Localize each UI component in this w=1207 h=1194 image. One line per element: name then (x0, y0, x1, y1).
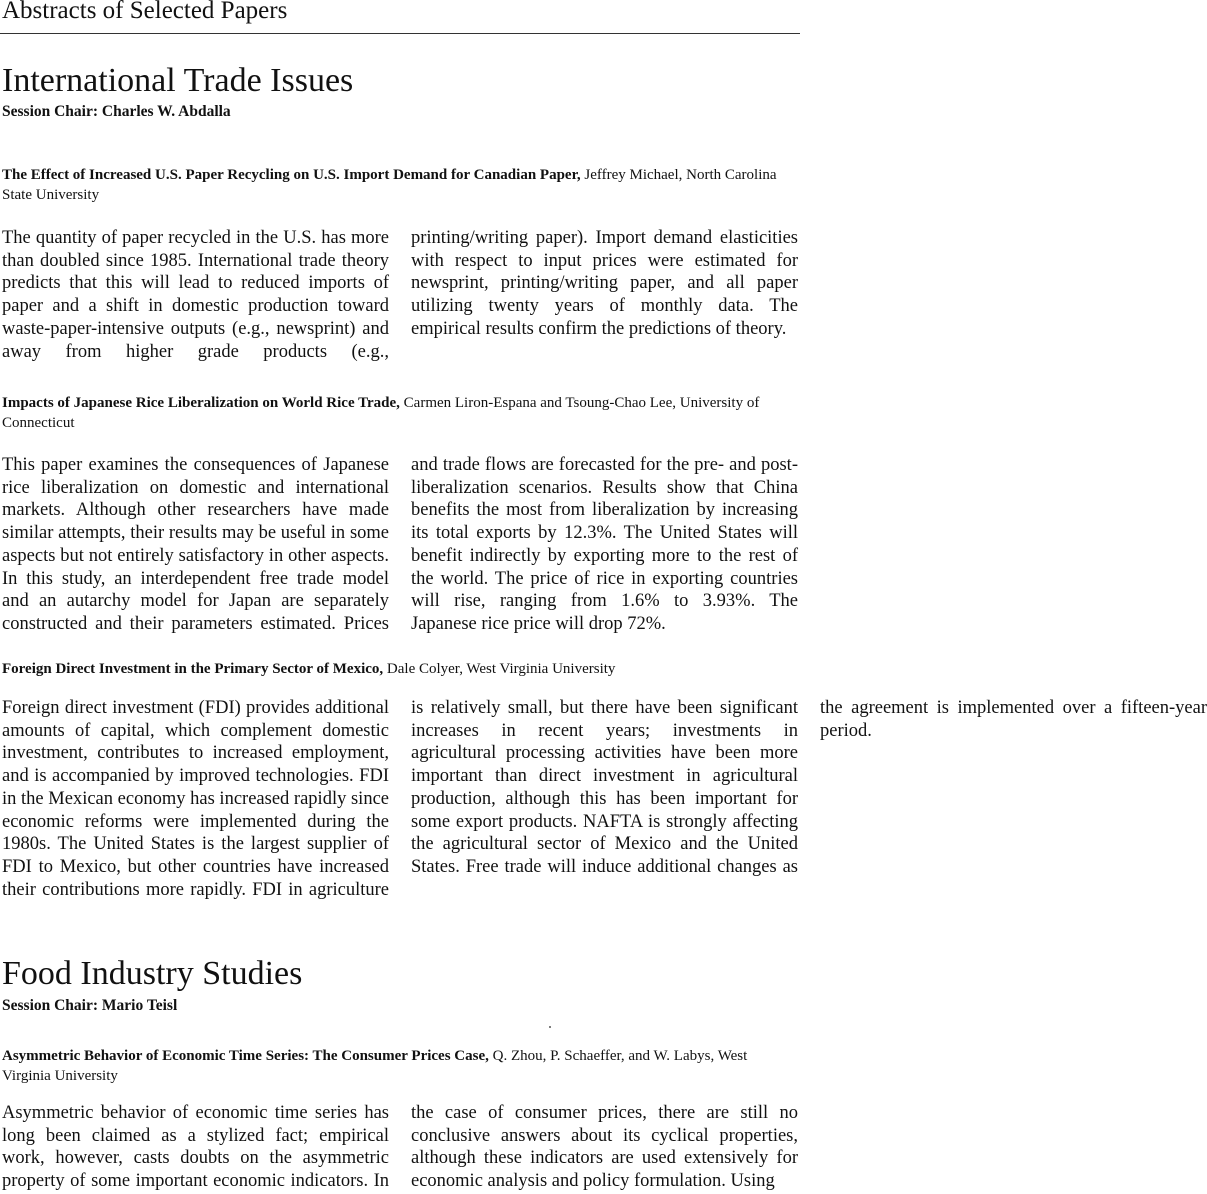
paper-authors: Jeffrey Michael, North Carolina State University (2, 167, 777, 203)
paper-title-text: Asymmetric Behavior of Economic Time Series: The Consumer Prices Case, (2, 1048, 489, 1064)
header-rule (0, 33, 800, 34)
abstract-text: This paper examines the consequences of Japanese rice liberalization on domestic and international markets. Although other researchers have made similar attempts, their results may be useful in some aspects but not entirely satisfactory in other aspects. In this study, an interdependent free trade model and an autarchy model for Japan are separately constructed and their parameters estimated. Prices and trade flows are forecasted for the pre- and post-liberalization scenarios. Results show that China benefits the most from liberalization by increasing its total exports by 12.3%. The United States will benefit indirectly by exporting more to the rest of the world. The price of rice in exporting countries will rise, ranging from 1.6% to 3.93%. The Japanese rice price will drop 72%. (2, 455, 798, 634)
paper-abstract (2, 454, 798, 636)
paper-abstract (2, 1102, 798, 1194)
paper-title (2, 165, 798, 205)
abstract-text: Foreign direct investment (FDI) provides additional amounts of capital, which complement domestic investment, contributes to increased employment, and is accompanied by improved technologies. FDI in the Mexican economy has increased rapidly since economic reforms were implemented during the 1980s. The United States is the largest supplier of FDI to Mexico, but other countries have increased their contributions more rapidly. FDI in agriculture is relatively small, but there have been significant increases in recent years; investments in agricultural processing activities have been more important than direct investment in agricultural production, although this has been important for some export products. NAFTA is strongly affecting the agricultural sector of Mexico and the United States. Free trade will induce additional changes as the agreement is implemented over a fifteen-year period. (2, 698, 1207, 900)
abstract-text: The quantity of paper recycled in the U.S. has more than doubled since 1985. International trade theory predicts that this will lead to reduced imports of paper and a shift in domestic production toward waste-paper-intensive outputs (e.g., newsprint) and away from higher grade products (e.g., printing/writing paper). Import demand elasticities with respect to input prices were estimated for newsprint, printing/writing paper, and all paper utilizing twenty years of monthly data. The empirical results confirm the predictions of theory. (2, 228, 798, 362)
page-header: Abstracts of Selected Papers (2, 0, 288, 24)
abstract-text: Asymmetric behavior of economic time series has long been claimed as a stylized fact; empirical work, however, casts doubts on the asymmetric property of some important economic indicators. In the case of consumer prices, there are still no conclusive answers about its cyclical properties, although these indicators are used extensively for economic analysis and policy formulation. Using (2, 1103, 798, 1192)
section-title-international-trade: International Trade Issues (2, 62, 354, 99)
paper-title-text: Foreign Direct Investment in the Primary Sector of Mexico, (2, 661, 384, 677)
paper-authors: Dale Colyer, West Virginia University (386, 661, 616, 677)
paper-abstract (2, 697, 1207, 902)
paper-title (2, 1046, 798, 1086)
session-chair: Session Chair: Charles W. Abdalla (2, 103, 231, 120)
paper-title-text: Impacts of Japanese Rice Liberalization on World Rice Trade, (2, 395, 400, 411)
stray-dot (549, 1026, 551, 1028)
paper-authors: Q. Zhou, P. Schaeffer, and W. Labys, West Virginia University (2, 1048, 748, 1084)
paper-authors: Carmen Liron-Espana and Tsoung-Chao Lee, University of Connecticut (2, 395, 760, 431)
session-chair: Session Chair: Mario Teisl (2, 997, 178, 1014)
section-title-food-industry: Food Industry Studies (2, 955, 303, 992)
paper-abstract (2, 227, 798, 365)
paper-title (2, 393, 798, 433)
paper-title-text: The Effect of Increased U.S. Paper Recycling on U.S. Import Demand for Canadian Paper, (2, 167, 581, 183)
paper-title (2, 659, 798, 679)
